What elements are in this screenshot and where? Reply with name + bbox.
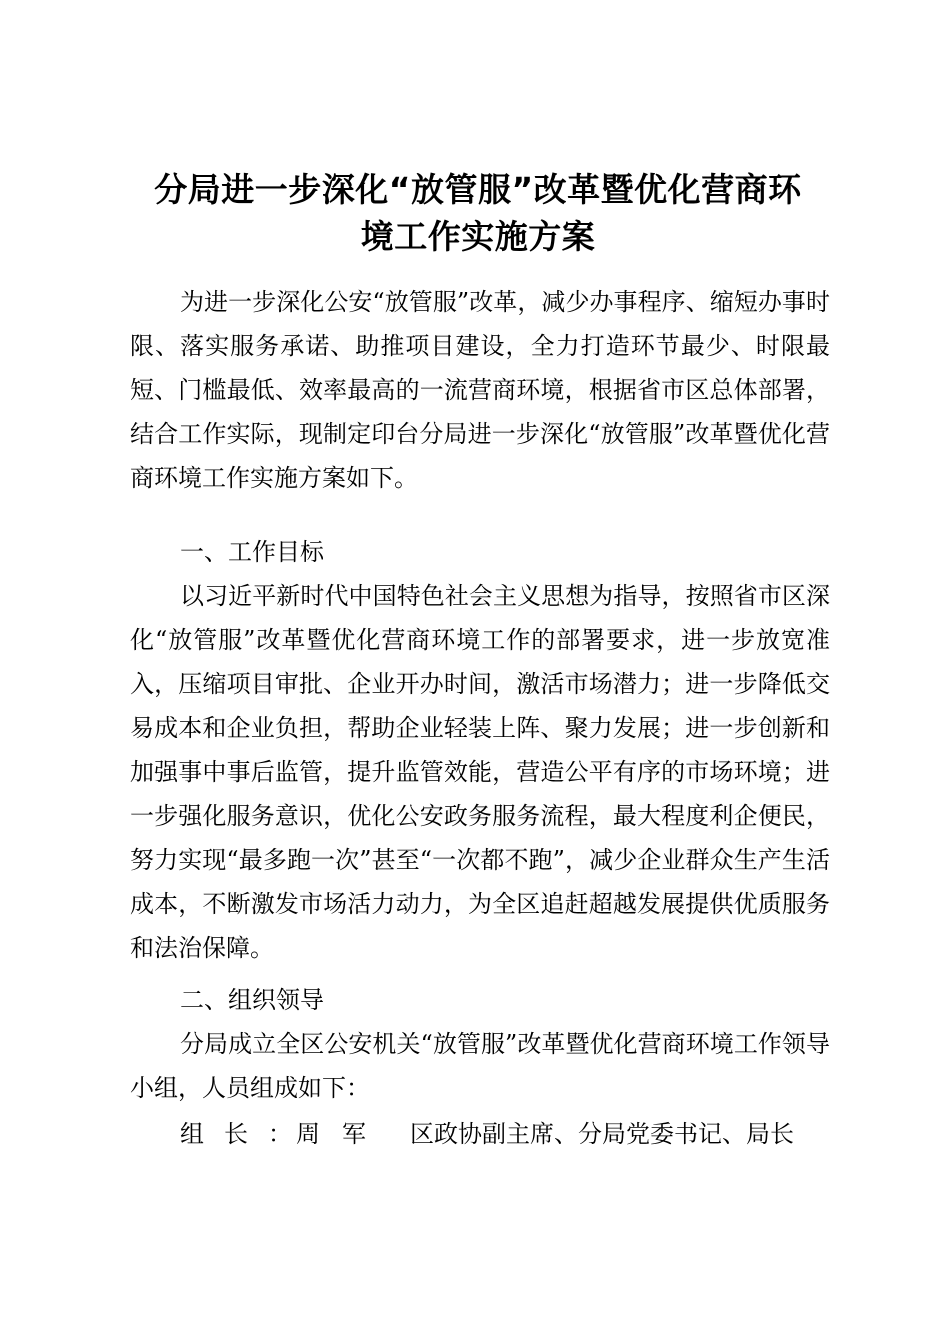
intro-paragraph: 为进一步深化公安“放管服”改革，减少办事程序、缩短办事时限、落实服务承诺、助推项目建设，全力打造环节最少、时限最短、门槛最低、效率最高的一流营商环境，根据省市区总体部署，结合工作实际，现制定印台分局进一步深化“放管服”改革暨优化营商环境工作实施方案如下。: [130, 288, 830, 492]
section-heading-goals: 一、工作目标: [180, 538, 324, 566]
leader-role: 组长：: [180, 1120, 312, 1148]
title-line-2: 境工作实施方案: [360, 217, 596, 256]
leader-row: [180, 1112, 830, 1156]
title-line-1: 分局进一步深化“放管服”改革暨优化营商环: [154, 170, 802, 209]
document-title: [120, 166, 836, 260]
section-heading-organization: 二、组织领导: [180, 986, 324, 1014]
goals-paragraph: 以习近平新时代中国特色社会主义思想为指导，按照省市区深化“放管服”改革暨优化营商环境工作的部署要求，进一步放宽准入，压缩项目审批、企业开办时间，激活市场潜力；进一步降低交易成本和企业负担，帮助企业轻装上阵、聚力发展；进一步创新和加强事中事后监管，提升监管效能，营造公平有序的市场环境；进一步强化服务意识，优化公安政务服务流程，最大程度利企便民，努力实现“最多跑一次”甚至“一次都不跑”，减少企业群众生产生活成本，不断激发市场活力动力，为全区追赶超越发展提供优质服务和法治保障。: [130, 582, 830, 962]
leader-name: 周军: [296, 1120, 388, 1148]
organization-paragraph: 分局成立全区公安机关“放管服”改革暨优化营商环境工作领导小组，人员组成如下：: [130, 1030, 830, 1102]
leader-title: 区政协副主席、分局党委书记、局长: [410, 1120, 794, 1148]
